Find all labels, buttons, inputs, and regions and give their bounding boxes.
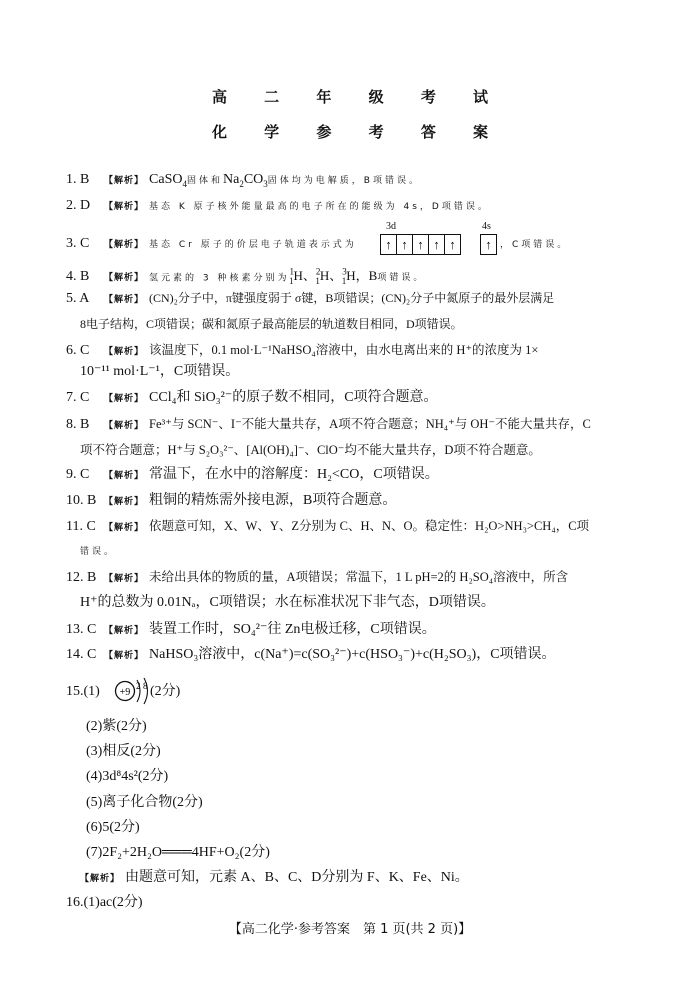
answer-item-8 (66, 414, 591, 436)
item-number: 11. C (66, 519, 96, 534)
analysis-tag: 【解析】 (104, 295, 145, 305)
answer-item-5-cont (80, 314, 463, 335)
text: NaHSO₃溶液中，c(Na⁺)=c(SO₃²⁻)+c(HSO₃⁻)+c(H₂SO₃)，C项错误。 (149, 647, 556, 662)
up-arrow-icon: ↑ (397, 235, 413, 254)
formula: Na (222, 172, 240, 187)
page-title: 高 二 年 级 考 试 (211, 88, 505, 106)
answer-item-12-cont (80, 593, 495, 613)
item-number: 16. (66, 895, 84, 910)
page-footer: 【高二化学·参考答案 第 1 页(共 2 页)】 (228, 922, 472, 937)
answer-item-2 (66, 196, 490, 217)
text: H⁺的总数为 0.01Nₐ，C项错误；水在标准状况下非气态，D项错误。 (80, 595, 495, 610)
text: CCl₄和 SiO₃²⁻的原子数不相同，C项符合题意。 (149, 390, 438, 405)
item-number: 13. C (66, 622, 97, 637)
shell-1-electrons: 2 (136, 681, 141, 691)
answer-item-8-cont (80, 440, 541, 461)
answer-item-11 (66, 516, 589, 538)
answer-item-7 (66, 388, 438, 409)
item-number: 12. B (66, 570, 97, 585)
answer-item-6-cont (80, 362, 239, 382)
analysis-tag: 【解析】 (104, 497, 145, 507)
subscript: 4 (182, 178, 187, 189)
analysis-tag: 【解析】 (104, 421, 145, 431)
answer-item-9 (66, 465, 439, 486)
text: 由题意可知，元素 A、B、C、D分别为 F、K、Fe、Ni。 (125, 870, 469, 885)
text: 装置工作时，SO₄²⁻往 Zn电极迁移，C项错误。 (149, 622, 436, 637)
item-number: 8. B (66, 417, 90, 432)
answer-item-14 (66, 645, 556, 666)
text: 10⁻¹¹ mol·L⁻¹，C项错误。 (80, 364, 240, 379)
answer-15-part-5 (86, 793, 203, 813)
analysis-tag: 【解析】 (104, 347, 145, 357)
answer-item-6 (66, 340, 538, 362)
formula: CO (243, 172, 264, 187)
orbital-box-4s (480, 234, 497, 255)
item-number: 9. C (66, 467, 90, 482)
analysis-tag: 【解析】 (104, 471, 145, 481)
answer-item-3 (66, 234, 357, 255)
analysis-tag: 【解析】 (104, 523, 145, 533)
up-arrow-icon: ↑ (485, 237, 492, 252)
answer-15-part-4 (86, 767, 168, 787)
text: (7)2F₂+2H₂O═══4HF+O₂(2分) (86, 845, 270, 860)
item-number: 7. C (66, 390, 90, 405)
item-number: 10. B (66, 493, 97, 508)
score: (2分) (150, 684, 181, 699)
text: (2)紫(2分) (86, 719, 147, 734)
text: 未给出具体的物质的量，A项错误；常温下，1 L pH=2的 H₂SO₄溶液中，所含 (149, 570, 569, 584)
text: 氢元素的 3 种核素分别为 (149, 273, 290, 284)
up-arrow-icon: ↑ (429, 235, 445, 254)
up-arrow-icon: ↑ (449, 237, 456, 252)
orbital-label-4s: 4s (482, 221, 491, 232)
answer-item-1 (66, 170, 421, 194)
item-number: 3. C (66, 236, 90, 251)
analysis-tag: 【解析】 (104, 626, 145, 636)
shell-2-electrons: 8 (143, 681, 148, 691)
item-number: 2. D (66, 198, 91, 213)
answer-15-part-6 (86, 818, 140, 838)
text: 该温度下，0.1 mol·L⁻¹NaHSO₄溶液中，由水电离出来的 H⁺的浓度为 1× (149, 343, 539, 357)
text: 固体和 (186, 176, 223, 186)
up-arrow-icon: ↑ (413, 235, 429, 254)
answer-item-4 (66, 262, 425, 291)
text: (CN)₂分子中，π键强度弱于 σ键，B项错误；(CN)₂分子中氮原子的最外层满足 (149, 291, 555, 305)
answer-item-15-score (150, 682, 180, 702)
item-number: 15. (66, 684, 84, 699)
subscript: 2 (239, 178, 244, 189)
answer-15-part-3 (86, 742, 161, 762)
text: 粗铜的精炼需外接电源，B项符合题意。 (149, 493, 397, 508)
text: 固体均为电解质，B项错误。 (267, 176, 421, 186)
answer-item-16 (66, 893, 143, 913)
answer-item-15 (66, 682, 100, 702)
answer-item-12 (66, 567, 568, 589)
text: (4)3d⁸4s²(2分) (86, 769, 169, 784)
analysis-tag: 【解析】 (104, 574, 145, 584)
orbital-box-3d (380, 234, 461, 255)
text: 基态 Cr 原子的价层电子轨道表示式为 (149, 240, 357, 250)
item-number: 6. C (66, 343, 90, 358)
orbital-label-3d: 3d (386, 221, 396, 232)
answer-item-3-tail (500, 234, 569, 255)
page-subtitle: 化 学 参 考 答 案 (211, 123, 505, 141)
answer-item-11-cont (80, 541, 116, 562)
text: 8电子结构，C项错误；碳和氮原子最高能层的轨道数目相同，D项错误。 (80, 317, 463, 331)
answer-15-part-7 (86, 843, 270, 863)
text: 错误。 (80, 547, 117, 557)
answer-item-10 (66, 491, 396, 512)
text: Fe³⁺与 SCN⁻、I⁻不能大量共存，A项不符合题意；NH₄⁺与 OH⁻不能大量共存，C (149, 417, 591, 431)
analysis-tag: 【解析】 (80, 874, 121, 884)
text: (5)离子化合物(2分) (86, 795, 203, 810)
text: 常温下，在水中的溶解度：H₂<CO，C项错误。 (149, 467, 439, 482)
part-label: (1) (83, 684, 100, 699)
answer-item-13 (66, 620, 436, 641)
analysis-tag: 【解析】 (104, 273, 145, 284)
text: (1)ac(2分) (83, 895, 143, 910)
text: 依题意可知，X、W、Y、Z分别为 C、H、N、O。稳定性：H₂O>NH₃>CH₄，C项 (149, 519, 590, 533)
formula: CaSO (149, 172, 183, 187)
item-number: 14. C (66, 647, 97, 662)
item-number: 4. B (66, 269, 90, 285)
up-arrow-icon: ↑ (381, 235, 397, 254)
answer-item-5 (66, 288, 554, 310)
analysis-tag: 【解析】 (104, 651, 145, 661)
subscript: 3 (263, 178, 268, 189)
atom-structure-diagram (114, 676, 154, 710)
answer-15-part-2 (86, 717, 147, 737)
isotopes: $^1_1$H、$^2_1$H、$^3_1$H，B项错误。 (288, 267, 426, 286)
item-number: 5. A (66, 291, 90, 306)
analysis-tag: 【解析】 (104, 202, 145, 212)
analysis-tag: 【解析】 (104, 240, 145, 250)
nucleus-charge: +9 (119, 687, 131, 698)
answer-15-analysis (76, 868, 469, 889)
analysis-tag: 【解析】 (104, 176, 145, 186)
text: 基态 K 原子核外能量最高的电子所在的能级为 4s，D项错误。 (149, 202, 490, 212)
text: (6)5(2分) (86, 820, 140, 835)
text: (3)相反(2分) (86, 744, 161, 759)
analysis-tag: 【解析】 (104, 394, 145, 404)
item-number: 1. B (66, 172, 90, 187)
text: ，C项错误。 (500, 240, 570, 250)
text: 项不符合题意；H⁺与 S₂O₃²⁻、[Al(OH)₄]⁻、ClO⁻均不能大量共存，D项不符合题意。 (80, 443, 541, 457)
